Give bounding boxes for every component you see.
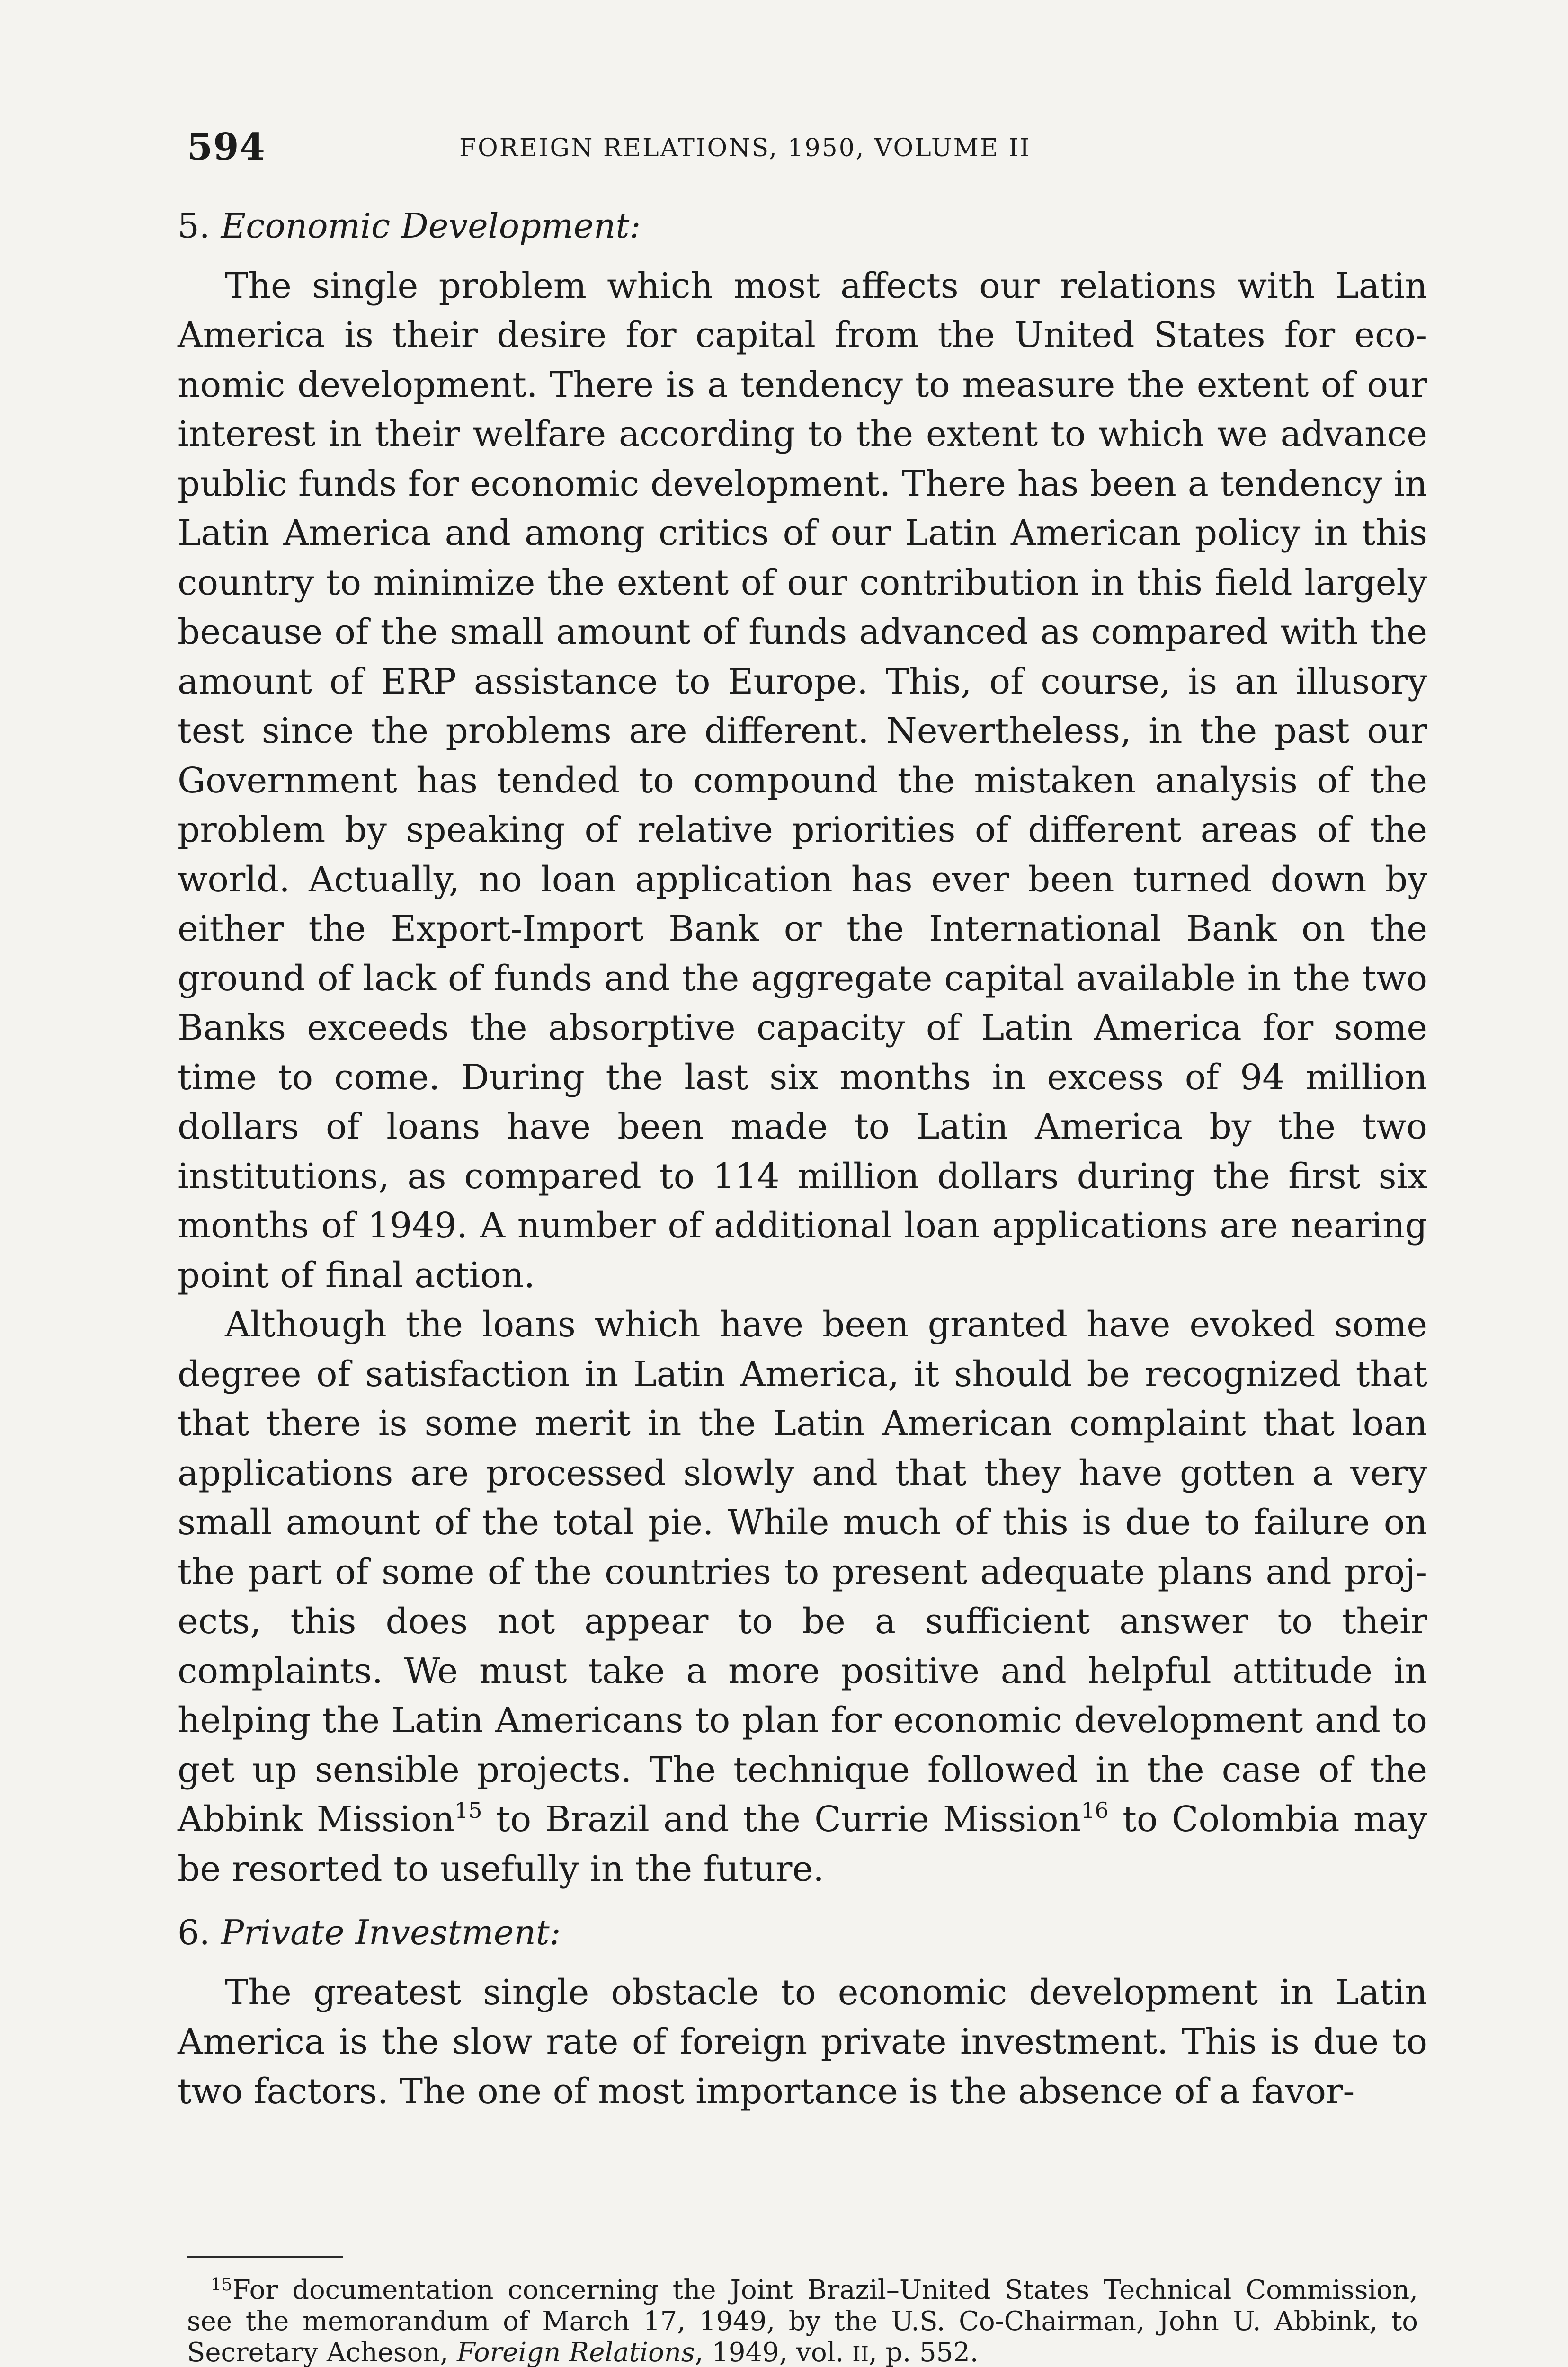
section-title: Economic Development:: [221, 206, 641, 246]
body-text: [178, 201, 1427, 2116]
paragraph-text: Although the loans which have been granted have evoked some degree of satisfaction in Latin America, it should be recognized that that there is some merit in the Latin American complaint that loan applications are processed slowly and that they have gotten a very small amount of the total pie. While much of this is due to failure on the part of some of the countries to present adequate plans and projects, this does not appear to be a sufficient answer to their complaints. We must take a more positive and helpful attitude in helping the Latin Americans to plan for economic development and to get up sensible projects. The technique followed in the case of the Abbink Mission: [178, 1304, 1427, 1840]
running-head-title: FOREIGN RELATIONS, 1950, VOLUME II: [459, 134, 1031, 162]
footnote-reference-15: 15: [454, 1797, 482, 1823]
paragraph: The single problem which most affects our relations with Latin America is their desire for capital from the United States for economic development. There is a tendency to measure the extent of our interest in their welfare according to the extent to which we advance public funds for economic development. There has been a tendency in Latin America and among critics of our Latin American policy in this country to minimize the extent of our contribution in this field largely because of the small amount of funds advanced as compared with the amount of ERP assistance to Europe. This, of course, is an illusory test since the problems are different. Nevertheless, in the past our Government has tended to compound the mistaken analysis of the problem by speaking of relative priorities of different areas of the world. Actually, no loan application has ever been turned down by either the Export-Import Bank or the International Bank on the ground of lack of funds and the aggregate capital available in the two Banks exceeds the absorptive capacity of Latin America for some time to come. During the last six months in excess of 94 million dollars of loans have been made to Latin America by the two institutions, as compared to 114 million dollars during the first six months of 1949. A number of additional loan applications are nearing point of final action.: [178, 265, 1427, 1296]
section-heading-private-investment: [178, 1908, 1427, 1958]
section-title: Private Investment:: [221, 1913, 561, 1952]
footnotes: [187, 2275, 1418, 2367]
footnote-text: , p. 552.: [868, 2337, 979, 2367]
section-number: 6.: [178, 1913, 210, 1952]
footnote-reference-16: 16: [1081, 1797, 1109, 1823]
section-heading-economic-development: [178, 201, 1427, 251]
footnote-text: , 1949, vol.: [695, 2337, 853, 2367]
page-number: 594: [187, 125, 266, 169]
footnote-text: For documentation concerning the Joint Brazil–United States Technical Commission, see the memorandum of March 17, 1949, by the U.S. Co-Chairman, John U. Abbink, to Secretary Acheson,: [187, 2275, 1418, 2367]
paragraph-text: to Brazil and the Currie Mission: [482, 1799, 1081, 1840]
footnote-italic: Foreign Relations: [457, 2337, 695, 2367]
running-head: [187, 125, 1418, 178]
footnote-volume: II: [852, 2342, 869, 2367]
footnote-divider: [187, 2256, 343, 2258]
paragraph: The greatest single obstacle to economic development in Latin America is the slow rate of foreign private investment. This is due to two factors. The one of most importance is the absence of a favor-: [178, 1972, 1427, 2112]
document-page: [178, 116, 1427, 2367]
paragraph: [178, 1300, 1427, 1894]
footnote-mark: 15: [211, 2275, 232, 2295]
section-number: 5.: [178, 206, 210, 246]
footnote-15: [187, 2275, 1418, 2367]
paragraph-text: to Colombia may be resorted to usefully in the future.: [178, 1799, 1427, 1889]
